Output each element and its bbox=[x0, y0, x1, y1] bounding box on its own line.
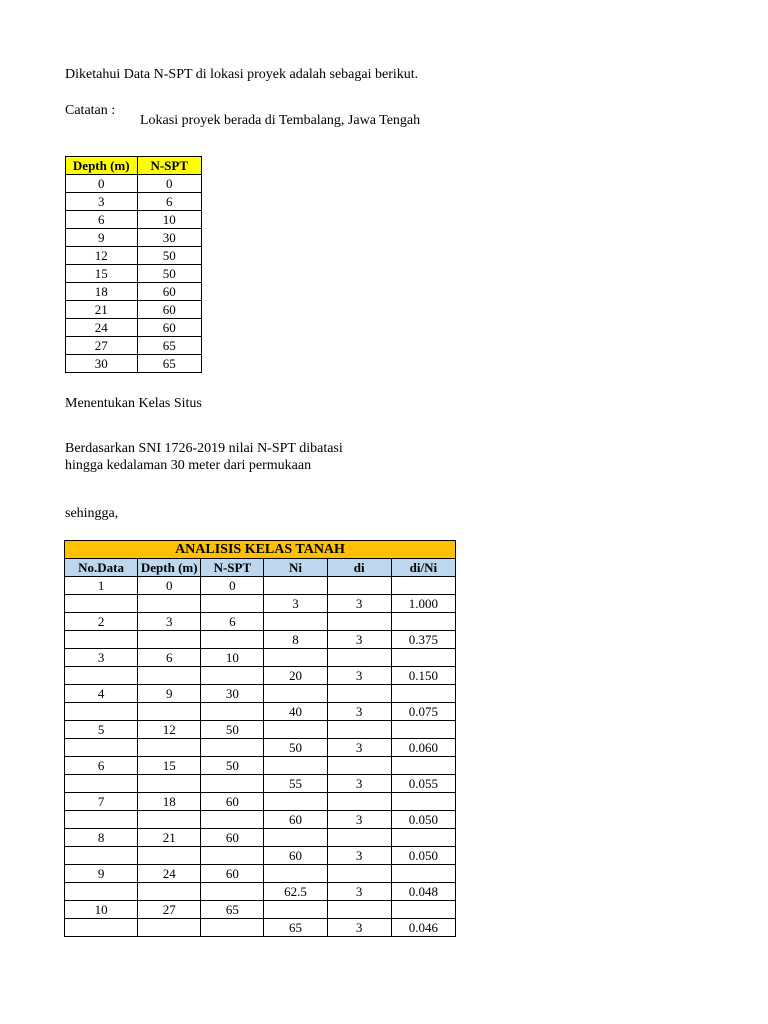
di-ni-cell bbox=[391, 685, 455, 703]
section-heading: Menentukan Kelas Situs bbox=[65, 396, 202, 411]
no-data-cell bbox=[65, 667, 138, 685]
table-row bbox=[66, 193, 202, 211]
nspt-cell: 60 bbox=[137, 319, 201, 337]
di-cell: 3 bbox=[327, 595, 391, 613]
no-data-cell: 7 bbox=[65, 793, 138, 811]
depth-cell: 6 bbox=[138, 649, 201, 667]
header-nspt: N-SPT bbox=[201, 559, 264, 577]
ni-cell: 62.5 bbox=[264, 883, 327, 901]
nspt-table-body bbox=[66, 175, 202, 373]
depth-cell: 24 bbox=[66, 319, 138, 337]
depth-cell bbox=[138, 595, 201, 613]
depth-cell: 21 bbox=[66, 301, 138, 319]
ni-cell bbox=[264, 793, 327, 811]
di-ni-cell bbox=[391, 721, 455, 739]
table-row bbox=[66, 265, 202, 283]
analysis-title-row bbox=[65, 541, 456, 559]
header-di-ni: di/Ni bbox=[391, 559, 455, 577]
analysis-table-body bbox=[65, 577, 456, 937]
di-cell bbox=[327, 901, 391, 919]
nspt-cell bbox=[201, 703, 264, 721]
di-ni-cell: 0.375 bbox=[391, 631, 455, 649]
nspt-cell: 10 bbox=[137, 211, 201, 229]
no-data-cell: 1 bbox=[65, 577, 138, 595]
nspt-cell: 50 bbox=[137, 247, 201, 265]
no-data-cell bbox=[65, 847, 138, 865]
nspt-cell bbox=[201, 883, 264, 901]
ni-cell bbox=[264, 613, 327, 631]
table-row bbox=[66, 247, 202, 265]
table-row bbox=[66, 211, 202, 229]
ni-cell: 20 bbox=[264, 667, 327, 685]
nspt-cell bbox=[201, 811, 264, 829]
depth-cell: 24 bbox=[138, 865, 201, 883]
nspt-cell: 60 bbox=[201, 865, 264, 883]
di-cell: 3 bbox=[327, 883, 391, 901]
analysis-header-row bbox=[65, 559, 456, 577]
header-di: di bbox=[327, 559, 391, 577]
di-ni-cell: 0.075 bbox=[391, 703, 455, 721]
table-row bbox=[65, 829, 456, 847]
di-ni-cell: 0.055 bbox=[391, 775, 455, 793]
nspt-cell: 30 bbox=[137, 229, 201, 247]
table-row bbox=[65, 847, 456, 865]
no-data-cell: 2 bbox=[65, 613, 138, 631]
header-depth: Depth (m) bbox=[66, 157, 138, 175]
header-ni: Ni bbox=[264, 559, 327, 577]
depth-cell bbox=[138, 811, 201, 829]
depth-cell bbox=[138, 739, 201, 757]
di-cell: 3 bbox=[327, 775, 391, 793]
no-data-cell: 6 bbox=[65, 757, 138, 775]
no-data-cell: 3 bbox=[65, 649, 138, 667]
nspt-cell: 60 bbox=[137, 283, 201, 301]
ni-cell: 65 bbox=[264, 919, 327, 937]
nspt-table bbox=[65, 156, 202, 373]
no-data-cell bbox=[65, 703, 138, 721]
no-data-cell: 5 bbox=[65, 721, 138, 739]
di-cell bbox=[327, 613, 391, 631]
nspt-cell: 65 bbox=[137, 337, 201, 355]
depth-cell: 9 bbox=[138, 685, 201, 703]
depth-cell: 18 bbox=[66, 283, 138, 301]
table-row bbox=[65, 667, 456, 685]
table-row bbox=[65, 595, 456, 613]
depth-cell: 18 bbox=[138, 793, 201, 811]
table-row bbox=[65, 811, 456, 829]
di-ni-cell: 0.048 bbox=[391, 883, 455, 901]
ni-cell bbox=[264, 901, 327, 919]
ni-cell bbox=[264, 865, 327, 883]
intro-line: Diketahui Data N-SPT di lokasi proyek adalah sebagai berikut. bbox=[65, 67, 419, 82]
table-row bbox=[65, 577, 456, 595]
nspt-cell: 6 bbox=[137, 193, 201, 211]
ni-cell: 3 bbox=[264, 595, 327, 613]
depth-cell bbox=[138, 847, 201, 865]
nspt-cell: 50 bbox=[201, 757, 264, 775]
di-ni-cell: 1.000 bbox=[391, 595, 455, 613]
depth-cell: 12 bbox=[138, 721, 201, 739]
no-data-cell bbox=[65, 739, 138, 757]
depth-cell: 27 bbox=[138, 901, 201, 919]
depth-cell: 27 bbox=[66, 337, 138, 355]
ni-cell bbox=[264, 757, 327, 775]
di-cell bbox=[327, 865, 391, 883]
header-no-data: No.Data bbox=[65, 559, 138, 577]
table-row bbox=[66, 301, 202, 319]
depth-cell: 3 bbox=[66, 193, 138, 211]
di-ni-cell: 0.060 bbox=[391, 739, 455, 757]
depth-cell: 15 bbox=[138, 757, 201, 775]
depth-cell: 15 bbox=[66, 265, 138, 283]
di-cell: 3 bbox=[327, 811, 391, 829]
depth-cell bbox=[138, 703, 201, 721]
di-cell bbox=[327, 793, 391, 811]
nspt-cell: 60 bbox=[201, 829, 264, 847]
nspt-cell bbox=[201, 667, 264, 685]
depth-cell bbox=[138, 883, 201, 901]
header-nspt: N-SPT bbox=[137, 157, 201, 175]
table-row bbox=[65, 919, 456, 937]
table-row bbox=[66, 355, 202, 373]
sehingga-text: sehingga, bbox=[65, 506, 119, 521]
nspt-cell: 50 bbox=[201, 721, 264, 739]
table-row bbox=[65, 613, 456, 631]
nspt-cell bbox=[201, 775, 264, 793]
nspt-cell: 60 bbox=[137, 301, 201, 319]
depth-cell: 0 bbox=[66, 175, 138, 193]
table-row bbox=[65, 775, 456, 793]
di-ni-cell: 0.046 bbox=[391, 919, 455, 937]
ni-cell bbox=[264, 577, 327, 595]
nspt-cell bbox=[201, 739, 264, 757]
paragraph-line-2: hingga kedalaman 30 meter dari permukaan bbox=[65, 458, 312, 473]
nspt-cell: 0 bbox=[137, 175, 201, 193]
ni-cell bbox=[264, 685, 327, 703]
nspt-cell: 60 bbox=[201, 793, 264, 811]
nspt-cell: 65 bbox=[137, 355, 201, 373]
table-row bbox=[65, 865, 456, 883]
ni-cell bbox=[264, 829, 327, 847]
di-ni-cell bbox=[391, 757, 455, 775]
di-ni-cell bbox=[391, 901, 455, 919]
nspt-cell: 6 bbox=[201, 613, 264, 631]
ni-cell bbox=[264, 721, 327, 739]
no-data-cell bbox=[65, 775, 138, 793]
ni-cell: 60 bbox=[264, 847, 327, 865]
di-cell: 3 bbox=[327, 703, 391, 721]
table-row bbox=[65, 757, 456, 775]
no-data-cell: 10 bbox=[65, 901, 138, 919]
depth-cell bbox=[138, 919, 201, 937]
no-data-cell bbox=[65, 883, 138, 901]
catatan-label: Catatan : bbox=[65, 103, 116, 118]
depth-cell: 9 bbox=[66, 229, 138, 247]
depth-cell bbox=[138, 631, 201, 649]
di-ni-cell bbox=[391, 865, 455, 883]
nspt-cell bbox=[201, 595, 264, 613]
di-cell bbox=[327, 757, 391, 775]
nspt-cell: 50 bbox=[137, 265, 201, 283]
no-data-cell: 4 bbox=[65, 685, 138, 703]
depth-cell bbox=[138, 775, 201, 793]
nspt-cell bbox=[201, 847, 264, 865]
table-row bbox=[65, 685, 456, 703]
di-cell: 3 bbox=[327, 919, 391, 937]
di-cell bbox=[327, 577, 391, 595]
ni-cell: 55 bbox=[264, 775, 327, 793]
di-ni-cell bbox=[391, 613, 455, 631]
di-cell bbox=[327, 685, 391, 703]
di-cell bbox=[327, 829, 391, 847]
table-row bbox=[65, 793, 456, 811]
paragraph-line-1: Berdasarkan SNI 1726-2019 nilai N-SPT dibatasi bbox=[65, 441, 343, 456]
ni-cell: 40 bbox=[264, 703, 327, 721]
di-cell bbox=[327, 721, 391, 739]
no-data-cell bbox=[65, 595, 138, 613]
depth-cell: 0 bbox=[138, 577, 201, 595]
nspt-cell: 30 bbox=[201, 685, 264, 703]
di-ni-cell bbox=[391, 793, 455, 811]
ni-cell: 60 bbox=[264, 811, 327, 829]
depth-cell: 6 bbox=[66, 211, 138, 229]
ni-cell: 8 bbox=[264, 631, 327, 649]
di-ni-cell bbox=[391, 649, 455, 667]
depth-cell: 3 bbox=[138, 613, 201, 631]
table-row bbox=[66, 319, 202, 337]
header-depth: Depth (m) bbox=[138, 559, 201, 577]
nspt-cell: 65 bbox=[201, 901, 264, 919]
table-row bbox=[65, 703, 456, 721]
table-row bbox=[65, 883, 456, 901]
depth-cell: 21 bbox=[138, 829, 201, 847]
ni-cell bbox=[264, 649, 327, 667]
analysis-table bbox=[64, 540, 456, 937]
no-data-cell: 8 bbox=[65, 829, 138, 847]
table-row bbox=[66, 337, 202, 355]
ni-cell: 50 bbox=[264, 739, 327, 757]
nspt-cell bbox=[201, 631, 264, 649]
nspt-header-row bbox=[66, 157, 202, 175]
di-cell: 3 bbox=[327, 631, 391, 649]
depth-cell: 30 bbox=[66, 355, 138, 373]
catatan-text: Lokasi proyek berada di Tembalang, Jawa Tengah bbox=[140, 113, 421, 128]
di-cell: 3 bbox=[327, 739, 391, 757]
di-ni-cell bbox=[391, 829, 455, 847]
table-row bbox=[66, 229, 202, 247]
nspt-cell: 10 bbox=[201, 649, 264, 667]
di-ni-cell: 0.050 bbox=[391, 811, 455, 829]
table-row bbox=[65, 631, 456, 649]
di-cell: 3 bbox=[327, 667, 391, 685]
depth-cell: 12 bbox=[66, 247, 138, 265]
table-row bbox=[65, 901, 456, 919]
depth-cell bbox=[138, 667, 201, 685]
table-row bbox=[65, 649, 456, 667]
analysis-title: ANALISIS KELAS TANAH bbox=[65, 541, 456, 559]
table-row bbox=[65, 721, 456, 739]
di-ni-cell: 0.050 bbox=[391, 847, 455, 865]
di-ni-cell bbox=[391, 577, 455, 595]
table-row bbox=[66, 175, 202, 193]
di-ni-cell: 0.150 bbox=[391, 667, 455, 685]
no-data-cell bbox=[65, 631, 138, 649]
no-data-cell: 9 bbox=[65, 865, 138, 883]
table-row bbox=[66, 283, 202, 301]
table-row bbox=[65, 739, 456, 757]
nspt-cell: 0 bbox=[201, 577, 264, 595]
no-data-cell bbox=[65, 919, 138, 937]
no-data-cell bbox=[65, 811, 138, 829]
nspt-cell bbox=[201, 919, 264, 937]
di-cell bbox=[327, 649, 391, 667]
di-cell: 3 bbox=[327, 847, 391, 865]
